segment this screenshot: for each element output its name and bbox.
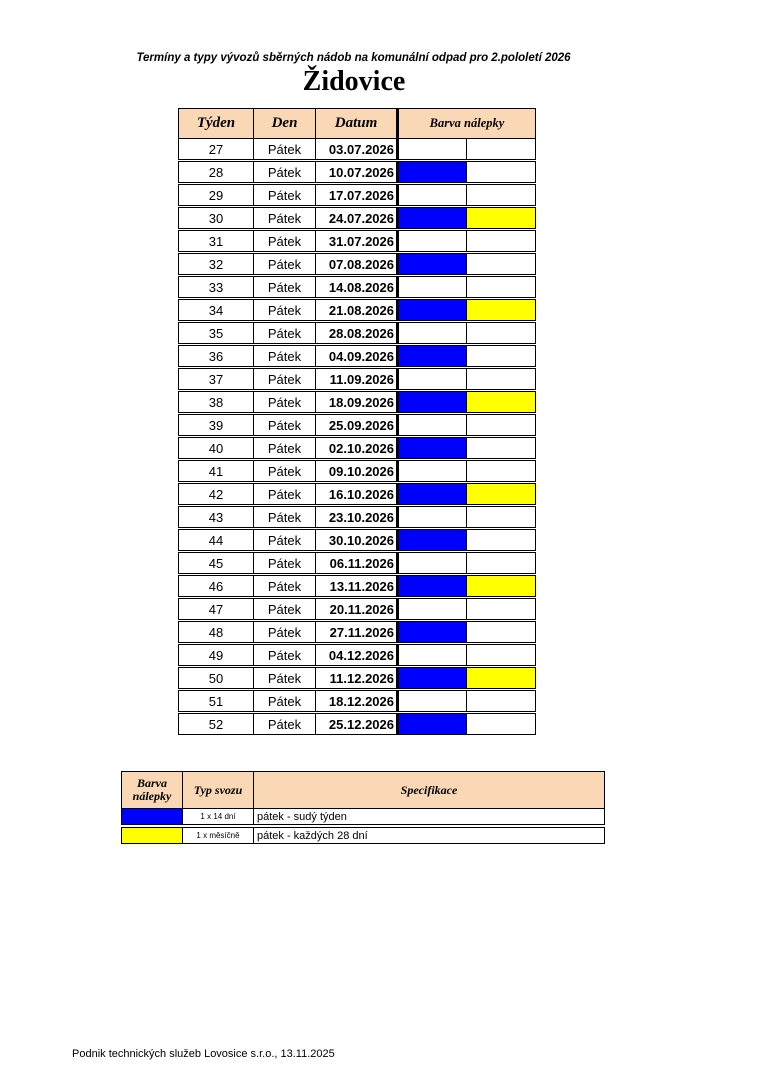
schedule-row bbox=[179, 507, 536, 528]
sticker-swatch-empty bbox=[467, 622, 536, 643]
date-cell: 20.11.2026 bbox=[316, 599, 398, 620]
sticker-swatch-blue bbox=[398, 622, 467, 643]
schedule-row bbox=[179, 714, 536, 735]
sticker-swatch-empty bbox=[467, 415, 536, 436]
day-cell: Pátek bbox=[254, 415, 316, 436]
sticker-swatch-empty bbox=[398, 185, 467, 206]
header-day: Den bbox=[254, 109, 316, 139]
schedule-row bbox=[179, 277, 536, 298]
sticker-swatch-empty bbox=[467, 530, 536, 551]
date-cell: 25.09.2026 bbox=[316, 415, 398, 436]
date-cell: 21.08.2026 bbox=[316, 300, 398, 321]
sticker-swatch-empty bbox=[467, 369, 536, 390]
sticker-swatch-empty bbox=[467, 438, 536, 459]
day-cell: Pátek bbox=[254, 691, 316, 712]
legend-header-row bbox=[122, 772, 605, 809]
week-cell: 49 bbox=[179, 645, 254, 666]
legend-spec: pátek - každých 28 dní bbox=[254, 828, 605, 844]
legend-spec: pátek - sudý týden bbox=[254, 809, 605, 825]
date-cell: 17.07.2026 bbox=[316, 185, 398, 206]
schedule-row bbox=[179, 645, 536, 666]
week-cell: 31 bbox=[179, 231, 254, 252]
schedule-row bbox=[179, 369, 536, 390]
date-cell: 23.10.2026 bbox=[316, 507, 398, 528]
week-cell: 28 bbox=[179, 162, 254, 183]
sticker-swatch-yellow bbox=[467, 300, 536, 321]
schedule-row bbox=[179, 668, 536, 689]
legend-type: 1 x 14 dní bbox=[183, 809, 254, 825]
sticker-swatch-empty bbox=[398, 231, 467, 252]
day-cell: Pátek bbox=[254, 576, 316, 597]
schedule-row bbox=[179, 530, 536, 551]
sticker-swatch-empty bbox=[467, 277, 536, 298]
week-cell: 47 bbox=[179, 599, 254, 620]
day-cell: Pátek bbox=[254, 484, 316, 505]
week-cell: 27 bbox=[179, 139, 254, 160]
week-cell: 46 bbox=[179, 576, 254, 597]
sticker-swatch-blue bbox=[398, 300, 467, 321]
schedule-row bbox=[179, 185, 536, 206]
week-cell: 42 bbox=[179, 484, 254, 505]
schedule-row bbox=[179, 231, 536, 252]
day-cell: Pátek bbox=[254, 461, 316, 482]
schedule-row bbox=[179, 622, 536, 643]
week-cell: 34 bbox=[179, 300, 254, 321]
sticker-swatch-blue bbox=[398, 346, 467, 367]
schedule-body bbox=[179, 139, 536, 735]
schedule-row bbox=[179, 162, 536, 183]
sticker-swatch-blue bbox=[398, 208, 467, 229]
schedule-row bbox=[179, 599, 536, 620]
sticker-swatch-yellow bbox=[467, 668, 536, 689]
schedule-row bbox=[179, 576, 536, 597]
sticker-swatch-empty bbox=[398, 507, 467, 528]
sticker-swatch-blue bbox=[398, 438, 467, 459]
sticker-swatch-empty bbox=[398, 139, 467, 160]
day-cell: Pátek bbox=[254, 277, 316, 298]
day-cell: Pátek bbox=[254, 714, 316, 735]
sticker-swatch-empty bbox=[398, 369, 467, 390]
week-cell: 36 bbox=[179, 346, 254, 367]
sticker-swatch-blue bbox=[398, 668, 467, 689]
day-cell: Pátek bbox=[254, 599, 316, 620]
schedule-row bbox=[179, 438, 536, 459]
day-cell: Pátek bbox=[254, 645, 316, 666]
sticker-swatch-blue bbox=[398, 392, 467, 413]
day-cell: Pátek bbox=[254, 254, 316, 275]
date-cell: 04.12.2026 bbox=[316, 645, 398, 666]
day-cell: Pátek bbox=[254, 323, 316, 344]
schedule-row bbox=[179, 484, 536, 505]
sticker-swatch-empty bbox=[398, 599, 467, 620]
sticker-swatch-empty bbox=[398, 277, 467, 298]
week-cell: 43 bbox=[179, 507, 254, 528]
date-cell: 10.07.2026 bbox=[316, 162, 398, 183]
schedule-row bbox=[179, 208, 536, 229]
week-cell: 44 bbox=[179, 530, 254, 551]
sticker-swatch-empty bbox=[398, 415, 467, 436]
day-cell: Pátek bbox=[254, 185, 316, 206]
day-cell: Pátek bbox=[254, 530, 316, 551]
week-cell: 45 bbox=[179, 553, 254, 574]
header-week: Týden bbox=[179, 109, 254, 139]
week-cell: 50 bbox=[179, 668, 254, 689]
week-cell: 38 bbox=[179, 392, 254, 413]
date-cell: 28.08.2026 bbox=[316, 323, 398, 344]
day-cell: Pátek bbox=[254, 507, 316, 528]
week-cell: 35 bbox=[179, 323, 254, 344]
schedule-row bbox=[179, 346, 536, 367]
sticker-swatch-empty bbox=[467, 162, 536, 183]
date-cell: 06.11.2026 bbox=[316, 553, 398, 574]
schedule-row bbox=[179, 300, 536, 321]
sticker-swatch-yellow bbox=[467, 208, 536, 229]
schedule-row bbox=[179, 691, 536, 712]
date-cell: 27.11.2026 bbox=[316, 622, 398, 643]
sticker-swatch-empty bbox=[467, 254, 536, 275]
date-cell: 04.09.2026 bbox=[316, 346, 398, 367]
week-cell: 48 bbox=[179, 622, 254, 643]
sticker-swatch-yellow bbox=[467, 576, 536, 597]
day-cell: Pátek bbox=[254, 553, 316, 574]
sticker-swatch-yellow bbox=[467, 392, 536, 413]
schedule-row bbox=[179, 392, 536, 413]
sticker-swatch-empty bbox=[398, 553, 467, 574]
date-cell: 24.07.2026 bbox=[316, 208, 398, 229]
sticker-swatch-empty bbox=[467, 691, 536, 712]
sticker-swatch-empty bbox=[467, 323, 536, 344]
sticker-swatch-empty bbox=[398, 691, 467, 712]
schedule-header-row bbox=[179, 109, 536, 139]
schedule-table bbox=[178, 108, 536, 735]
sticker-swatch-empty bbox=[467, 714, 536, 735]
date-cell: 11.12.2026 bbox=[316, 668, 398, 689]
day-cell: Pátek bbox=[254, 438, 316, 459]
sticker-swatch-empty bbox=[398, 323, 467, 344]
week-cell: 52 bbox=[179, 714, 254, 735]
date-cell: 13.11.2026 bbox=[316, 576, 398, 597]
legend-type: 1 x měsíčně bbox=[183, 828, 254, 844]
date-cell: 11.09.2026 bbox=[316, 369, 398, 390]
sticker-swatch-empty bbox=[467, 461, 536, 482]
week-cell: 32 bbox=[179, 254, 254, 275]
day-cell: Pátek bbox=[254, 392, 316, 413]
date-cell: 25.12.2026 bbox=[316, 714, 398, 735]
week-cell: 37 bbox=[179, 369, 254, 390]
date-cell: 02.10.2026 bbox=[316, 438, 398, 459]
legend-header-type: Typ svozu bbox=[183, 772, 254, 809]
date-cell: 18.12.2026 bbox=[316, 691, 398, 712]
date-cell: 07.08.2026 bbox=[316, 254, 398, 275]
sticker-swatch-blue bbox=[398, 714, 467, 735]
sticker-swatch-blue bbox=[398, 576, 467, 597]
week-cell: 39 bbox=[179, 415, 254, 436]
legend-body bbox=[122, 809, 605, 844]
day-cell: Pátek bbox=[254, 622, 316, 643]
week-cell: 30 bbox=[179, 208, 254, 229]
legend-row bbox=[122, 809, 605, 825]
week-cell: 33 bbox=[179, 277, 254, 298]
schedule-row bbox=[179, 254, 536, 275]
week-cell: 51 bbox=[179, 691, 254, 712]
legend-swatch-blue bbox=[122, 809, 183, 825]
header-sticker-color: Barva nálepky bbox=[398, 109, 536, 139]
sticker-swatch-empty bbox=[467, 346, 536, 367]
place-title: Židovice bbox=[302, 66, 406, 97]
legend-row bbox=[122, 828, 605, 844]
legend-swatch-yellow bbox=[122, 828, 183, 844]
date-cell: 09.10.2026 bbox=[316, 461, 398, 482]
sticker-swatch-blue bbox=[398, 162, 467, 183]
sticker-swatch-empty bbox=[398, 461, 467, 482]
sticker-swatch-blue bbox=[398, 484, 467, 505]
sticker-swatch-blue bbox=[398, 530, 467, 551]
header-date: Datum bbox=[316, 109, 398, 139]
sticker-swatch-empty bbox=[467, 139, 536, 160]
sticker-swatch-empty bbox=[467, 553, 536, 574]
day-cell: Pátek bbox=[254, 346, 316, 367]
schedule-row bbox=[179, 323, 536, 344]
schedule-row bbox=[179, 461, 536, 482]
schedule-row bbox=[179, 415, 536, 436]
legend-table bbox=[121, 771, 605, 844]
document-footer: Podnik technických služeb Lovosice s.r.o., 13.11.2025 bbox=[72, 1048, 335, 1060]
schedule-row bbox=[179, 553, 536, 574]
date-cell: 03.07.2026 bbox=[316, 139, 398, 160]
day-cell: Pátek bbox=[254, 668, 316, 689]
sticker-swatch-blue bbox=[398, 254, 467, 275]
day-cell: Pátek bbox=[254, 162, 316, 183]
week-cell: 40 bbox=[179, 438, 254, 459]
sticker-swatch-empty bbox=[467, 231, 536, 252]
week-cell: 29 bbox=[179, 185, 254, 206]
week-cell: 41 bbox=[179, 461, 254, 482]
sticker-swatch-yellow bbox=[467, 484, 536, 505]
date-cell: 31.07.2026 bbox=[316, 231, 398, 252]
sticker-swatch-empty bbox=[398, 645, 467, 666]
sticker-swatch-empty bbox=[467, 185, 536, 206]
day-cell: Pátek bbox=[254, 231, 316, 252]
legend-header-spec: Specifikace bbox=[254, 772, 605, 809]
date-cell: 30.10.2026 bbox=[316, 530, 398, 551]
date-cell: 16.10.2026 bbox=[316, 484, 398, 505]
date-cell: 18.09.2026 bbox=[316, 392, 398, 413]
sticker-swatch-empty bbox=[467, 507, 536, 528]
day-cell: Pátek bbox=[254, 300, 316, 321]
day-cell: Pátek bbox=[254, 208, 316, 229]
day-cell: Pátek bbox=[254, 369, 316, 390]
schedule-row bbox=[179, 139, 536, 160]
legend-header-sticker: Barva nálepky bbox=[122, 772, 183, 809]
day-cell: Pátek bbox=[254, 139, 316, 160]
sticker-swatch-empty bbox=[467, 645, 536, 666]
sticker-swatch-empty bbox=[467, 599, 536, 620]
document-subtitle: Termíny a typy vývozů sběrných nádob na komunální odpad pro 2.pololetí 2026 bbox=[136, 52, 571, 64]
date-cell: 14.08.2026 bbox=[316, 277, 398, 298]
